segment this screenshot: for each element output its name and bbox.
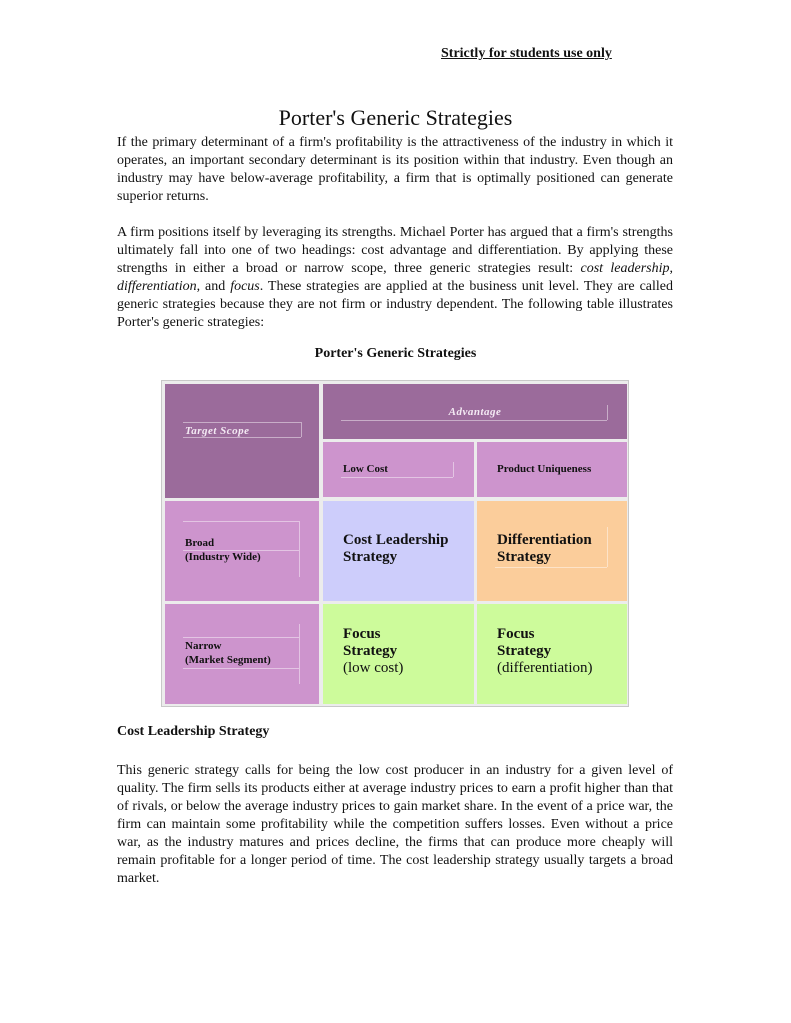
cell-rule [453,462,454,477]
advantage-cell [323,384,627,439]
cost-leadership-cell [323,501,474,601]
page-title: Porter's Generic Strategies [278,104,513,130]
focus-low-line3: (low cost) [343,660,404,676]
header-note: Strictly for students use only [441,46,612,61]
cost-leadership-line1: Cost Leadership [343,532,449,548]
cell-rule [607,527,608,567]
cell-rule [299,624,300,684]
table-caption: Porter's Generic Strategies [314,346,477,361]
focus-differentiation-cell [477,604,627,704]
cell-rule [341,420,607,421]
broad-line2: (Industry Wide) [185,551,261,563]
differentiation-line2: Strategy [497,549,552,565]
cell-rule [183,637,299,638]
differentiation-cell [477,501,627,601]
cell-rule [183,668,299,669]
low-cost-label: Low Cost [343,463,388,475]
paragraph-text: A firm positions itself by leveraging its strengths. Michael Porter has argued that a firm's strengths ultimately fall into one of two headings: cost advantage and differentiation. By applying these strengths in either a broad or narrow scope, three generic strategies result: [117,225,673,276]
product-uniqueness-label: Product Uniqueness [497,463,592,475]
term-differentiation: differentiation [117,279,197,294]
narrow-scope-label [185,639,271,667]
focus-differentiation-label [497,626,593,677]
target-scope-cell [165,384,319,498]
cell-rule [183,521,299,522]
cell-rule [495,567,607,568]
cell-rule [183,437,301,438]
cost-leadership-line2: Strategy [343,549,398,565]
separator: , [669,261,674,276]
advantage-label: Advantage [448,406,502,418]
narrow-line1: Narrow [185,640,222,652]
cell-rule [341,477,453,478]
broad-line1: Broad [185,537,215,549]
differentiation-line1: Differentiation [497,532,592,548]
cell-rule [299,521,300,577]
focus-diff-line2: Strategy [497,643,552,659]
broad-scope-cell [165,501,319,601]
section-heading: Cost Leadership Strategy [117,724,270,739]
cell-rule [183,422,301,423]
differentiation-label [497,532,592,566]
focus-low-line2: Strategy [343,643,398,659]
target-scope-label: Target Scope [185,425,250,437]
cell-rule [183,550,299,551]
cell-rule [607,405,608,420]
paragraph-text: . These strategies are applied at the business unit level. They are called generic strategies because they are not firm or industry dependent. The following table illustrates Porter's generic strategies: [117,279,673,330]
narrow-line2: (Market Segment) [185,654,271,666]
focus-diff-line1: Focus [497,626,535,642]
product-uniqueness-cell [477,442,627,497]
narrow-scope-cell [165,604,319,704]
strengths-paragraph [117,224,673,332]
focus-low-line1: Focus [343,626,381,642]
low-cost-cell [323,442,474,497]
separator: , and [196,279,231,294]
cost-leadership-paragraph: This generic strategy calls for being the low cost producer in an industry for a given level of quality. The firm sells its products either at average industry prices to earn a profit higher than that of rivals, or below the average industry prices to gain market share. In the event of a price war, the firm can maintain some profitability while the competition suffers losses. Even without a price war, as the industry matures and prices decline, the firms that can produce more cheaply will remain profitable for a longer period of time. The cost leadership strategy usually targets a broad market. [117,763,673,886]
focus-low-cost-cell [323,604,474,704]
cost-leadership-label [343,532,448,566]
term-cost-leadership: cost leadership [580,261,670,276]
strategy-table [161,380,629,707]
focus-low-cost-label [343,626,403,677]
intro-paragraph: If the primary determinant of a firm's profitability is the attractiveness of the industry in which it operates, an important secondary determinant is its position within that industry. Even though an industry may have below-average profitability, a firm that is optimally positioned can generate superior returns. [117,135,673,204]
focus-diff-line3: (differentiation) [497,660,593,676]
term-focus: focus [230,279,260,294]
cell-rule [301,422,302,437]
